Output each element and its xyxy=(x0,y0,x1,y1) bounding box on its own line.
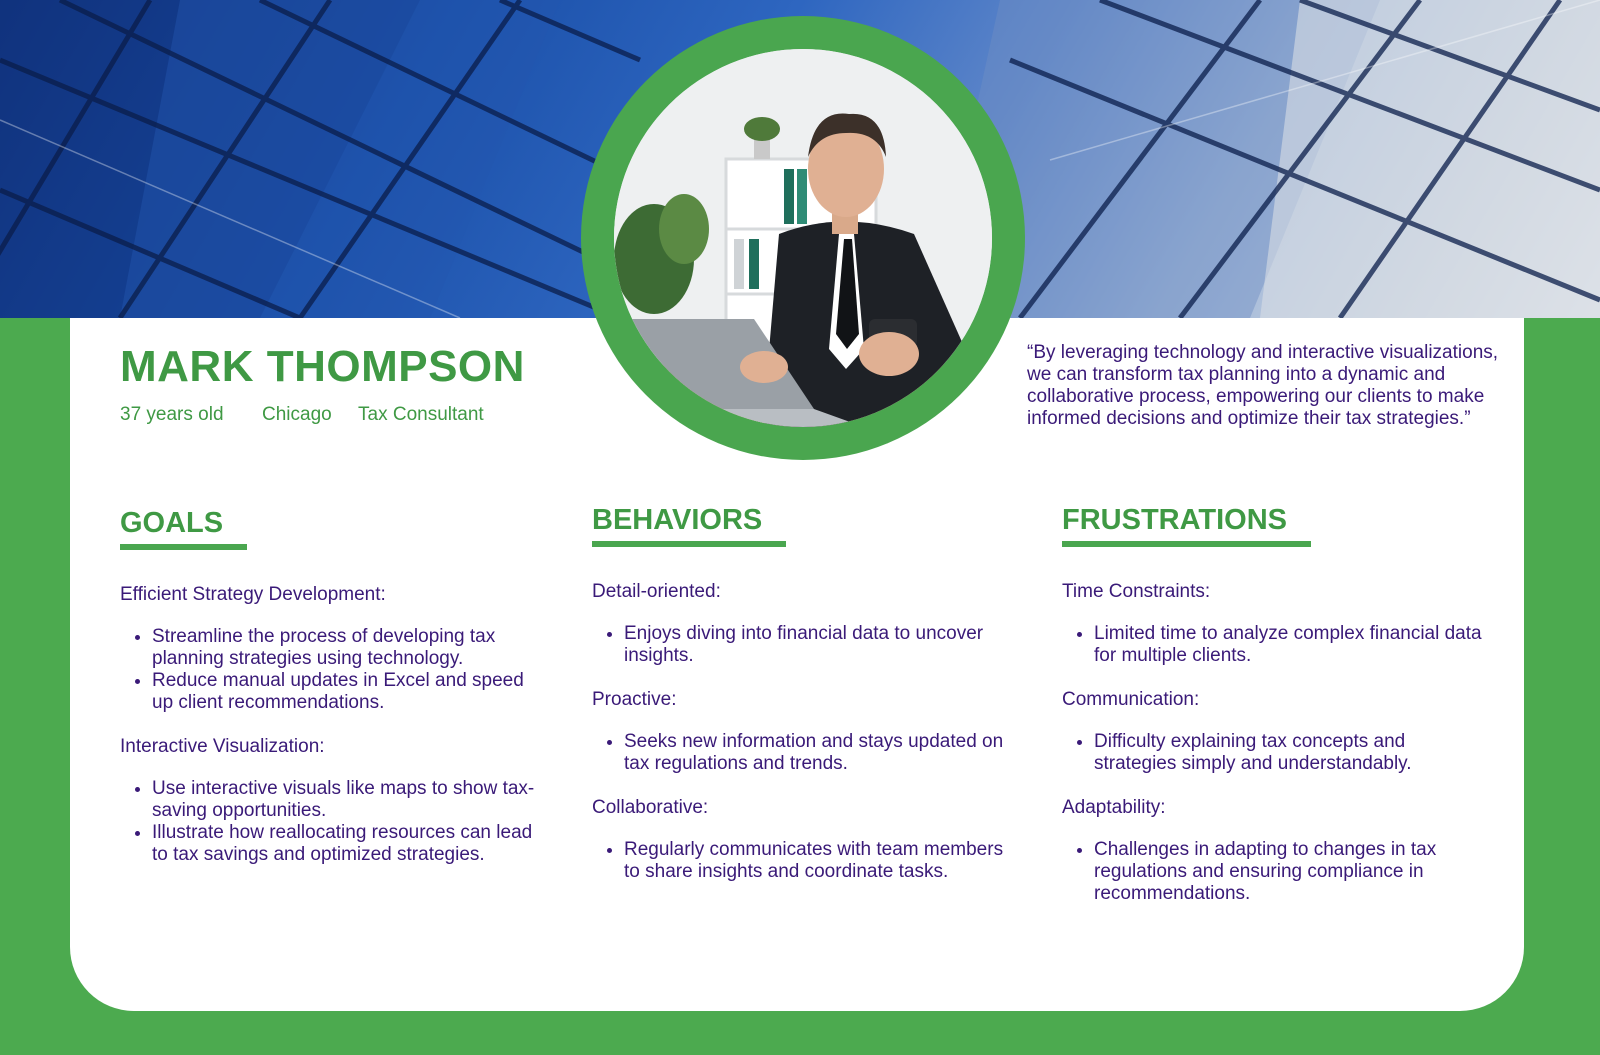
list-item: • Streamline the process of developing tax planning strategies using technology. xyxy=(152,626,550,670)
frustration-section xyxy=(1062,797,1492,905)
goal-section xyxy=(120,584,550,714)
persona-age: 37 years old xyxy=(120,404,224,425)
behaviors-column xyxy=(592,503,1022,883)
behaviors-title: BEHAVIORS xyxy=(592,503,786,547)
persona-location: Chicago xyxy=(262,404,332,425)
goals-title: GOALS xyxy=(120,506,247,550)
list-item: • Reduce manual updates in Excel and speed up client recommendations. xyxy=(152,670,550,714)
bullet-list xyxy=(120,778,550,866)
persona-role: Tax Consultant xyxy=(358,404,484,425)
section-heading: Efficient Strategy Development: xyxy=(120,584,386,605)
frustration-section xyxy=(1062,689,1492,775)
list-item: • Seeks new information and stays updated on tax regulations and trends. xyxy=(624,731,1022,775)
persona-portrait-photo xyxy=(614,49,992,427)
behavior-section xyxy=(592,581,1022,667)
persona-quote: “By leveraging technology and interactive visualizations, we can transform tax planning into a dynamic and collaborative process, empowering our clients to make informed decisions and optimize their tax strategies.” xyxy=(1027,342,1499,429)
section-heading: Adaptability: xyxy=(1062,797,1166,818)
list-item: • Illustrate how reallocating resources can lead to tax savings and optimized strategies. xyxy=(152,822,550,866)
list-item: • Challenges in adapting to changes in tax regulations and ensuring compliance in recommendations. xyxy=(1094,839,1492,905)
behavior-section xyxy=(592,689,1022,775)
section-heading: Collaborative: xyxy=(592,797,709,818)
frustrations-column xyxy=(1062,503,1492,905)
bullet-list xyxy=(592,839,1022,883)
bullet-list xyxy=(1062,623,1492,667)
list-item: • Use interactive visuals like maps to show tax-saving opportunities. xyxy=(152,778,550,822)
section-heading: Proactive: xyxy=(592,689,677,710)
section-heading: Time Constraints: xyxy=(1062,581,1211,602)
list-item: • Enjoys diving into financial data to uncover insights. xyxy=(624,623,1022,667)
frustration-section xyxy=(1062,581,1492,667)
office-man-illustration xyxy=(614,49,992,427)
goals-column xyxy=(120,506,550,866)
goal-section xyxy=(120,736,550,866)
list-item: • Difficulty explaining tax concepts and strategies simply and understandably. xyxy=(1094,731,1492,775)
frustrations-title: FRUSTRATIONS xyxy=(1062,503,1311,547)
bullet-list xyxy=(1062,731,1492,775)
bullet-list xyxy=(592,623,1022,667)
bullet-list xyxy=(1062,839,1492,905)
portrait-ring xyxy=(581,16,1025,460)
bullet-list xyxy=(592,731,1022,775)
section-heading: Communication: xyxy=(1062,689,1200,710)
section-heading: Detail-oriented: xyxy=(592,581,721,602)
list-item: • Regularly communicates with team members to share insights and coordinate tasks. xyxy=(624,839,1022,883)
persona-name: MARK THOMPSON xyxy=(120,342,525,391)
section-heading: Interactive Visualization: xyxy=(120,736,325,757)
bullet-list xyxy=(120,626,550,714)
list-item: • Limited time to analyze complex financial data for multiple clients. xyxy=(1094,623,1492,667)
behavior-section xyxy=(592,797,1022,883)
